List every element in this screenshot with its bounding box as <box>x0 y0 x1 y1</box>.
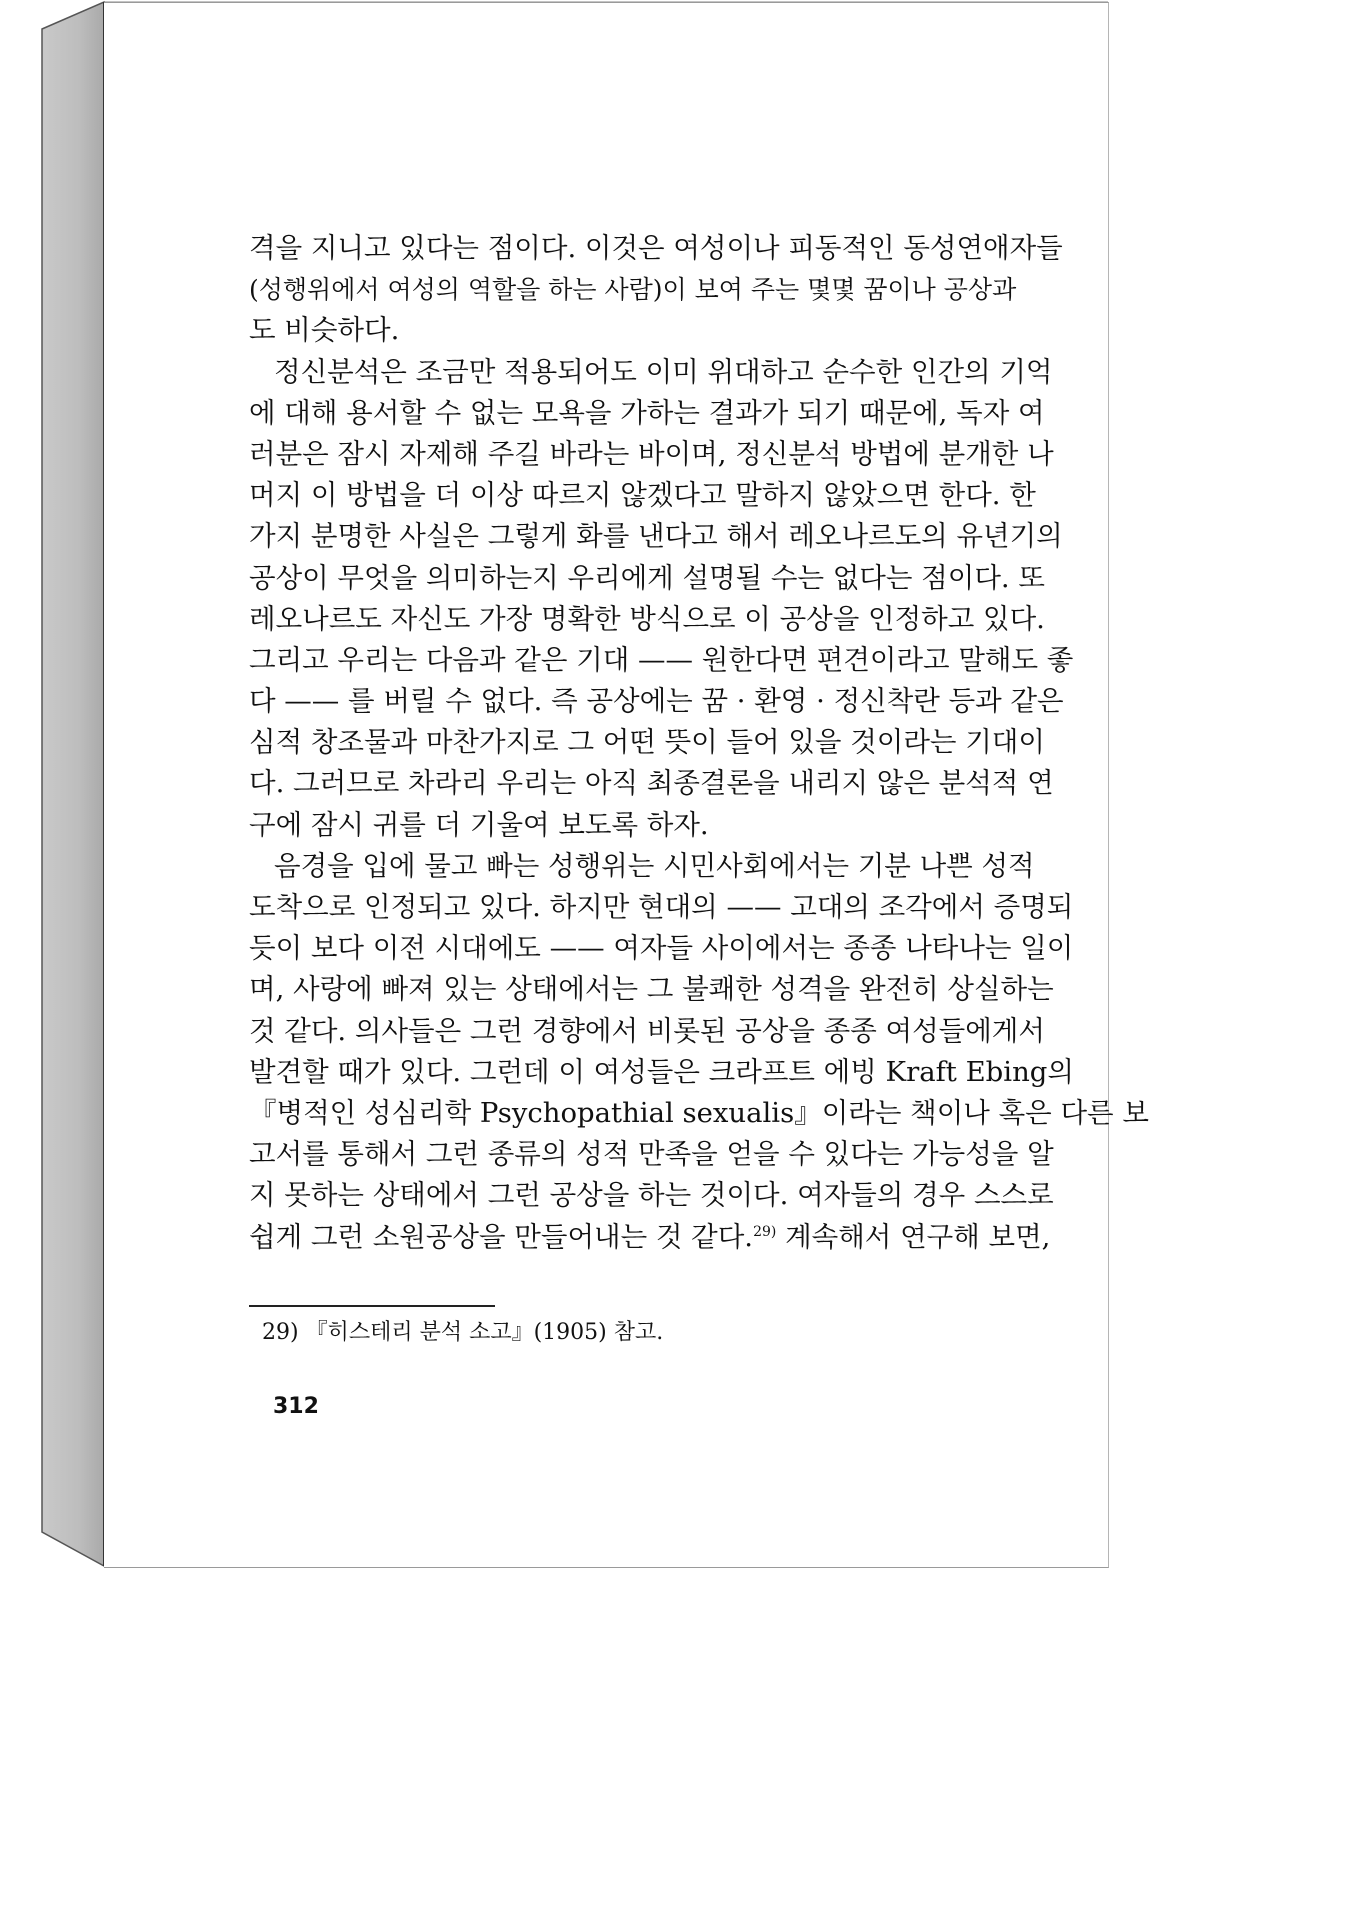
text-segment: 쉽게 그런 소원공상을 만들어내는 것 같다. <box>249 1220 754 1253</box>
text-line: 며, 사랑에 빠져 있는 상태에서는 그 불쾌한 성격을 완전히 상실하는 <box>249 973 1054 1006</box>
text-line: 도착으로 인정되고 있다. 하지만 현대의 —— 고대의 조각에서 증명되 <box>249 891 1074 923</box>
text-line: 가지 분명한 사실은 그렇게 화를 낸다고 해서 레오나르도의 유년기의 <box>249 520 1063 553</box>
footnote-reference: 29) <box>753 1223 777 1240</box>
text-line: 구에 잠시 귀를 더 기울여 보도록 하자. <box>249 808 709 841</box>
text-line: 음경을 입에 물고 빠는 성행위는 시민사회에서는 기분 나쁜 성적 <box>274 849 1035 882</box>
body-text <box>249 228 1149 1258</box>
text-line: 레오나르도 자신도 가장 명확한 방식으로 이 공상을 인정하고 있다. <box>249 602 1045 635</box>
text-line: 『병적인 성심리학 Psychopathial sexualis』이라는 책이나 혹은 다른 보 <box>249 1096 1149 1129</box>
footnote: 29) 『히스테리 분석 소고』(1905) 참고. <box>262 1320 664 1345</box>
page-number: 312 <box>273 1394 319 1419</box>
text-line: 심적 창조물과 마찬가지로 그 어떤 뜻이 들어 있을 것이라는 기대이 <box>249 726 1045 759</box>
text-line: 그리고 우리는 다음과 같은 기대 —— 원한다면 편견이라고 말해도 좋 <box>249 643 1074 676</box>
text-line: 지 못하는 상태에서 그런 공상을 하는 것이다. 여자들의 경우 스스로 <box>249 1179 1054 1212</box>
text-line: 다 —— 를 버릴 수 없다. 즉 공상에는 꿈 · 환영 · 정신착란 등과 같은 <box>249 685 1064 718</box>
text-line: 러분은 잠시 자제해 주길 바라는 바이며, 정신분석 방법에 분개한 나 <box>249 437 1054 470</box>
text-line: (성행위에서 여성의 역할을 하는 사람)이 보여 주는 몇몇 꿈이나 공상과 <box>249 275 1017 305</box>
text-line: 듯이 보다 이전 시대에도 —— 여자들 사이에서는 종종 나타나는 일이 <box>249 932 1074 965</box>
text-line: 격을 지니고 있다는 점이다. 이것은 여성이나 피동적인 동성연애자들 <box>249 232 1063 264</box>
text-line: 고서를 통해서 그런 종류의 성적 만족을 얻을 수 있다는 가능성을 알 <box>249 1138 1054 1171</box>
text-line: 공상이 무엇을 의미하는지 우리에게 설명될 수는 없다는 점이다. 또 <box>249 561 1045 594</box>
text-line: 머지 이 방법을 더 이상 따르지 않겠다고 말하지 않았으면 한다. 한 <box>249 479 1036 512</box>
text-line: 도 비슷하다. <box>249 314 400 347</box>
text-line: 정신분석은 조금만 적용되어도 이미 위대하고 순수한 인간의 기억 <box>274 355 1053 388</box>
text-line <box>249 1217 1051 1258</box>
text-segment: 계속해서 연구해 보면, <box>776 1220 1051 1253</box>
text-line: 것 같다. 의사들은 그런 경향에서 비롯된 공상을 종종 여성들에게서 <box>249 1014 1045 1047</box>
text-line: 다. 그러므로 차라리 우리는 아직 최종결론을 내리지 않은 분석적 연 <box>249 767 1054 800</box>
footnote-divider <box>249 1305 495 1307</box>
text-line: 에 대해 용서할 수 없는 모욕을 가하는 결과가 되기 때문에, 독자 여 <box>249 396 1045 429</box>
text-line: 발견할 때가 있다. 그런데 이 여성들은 크라프트 에빙 Kraft Ebing의 <box>249 1055 1074 1088</box>
